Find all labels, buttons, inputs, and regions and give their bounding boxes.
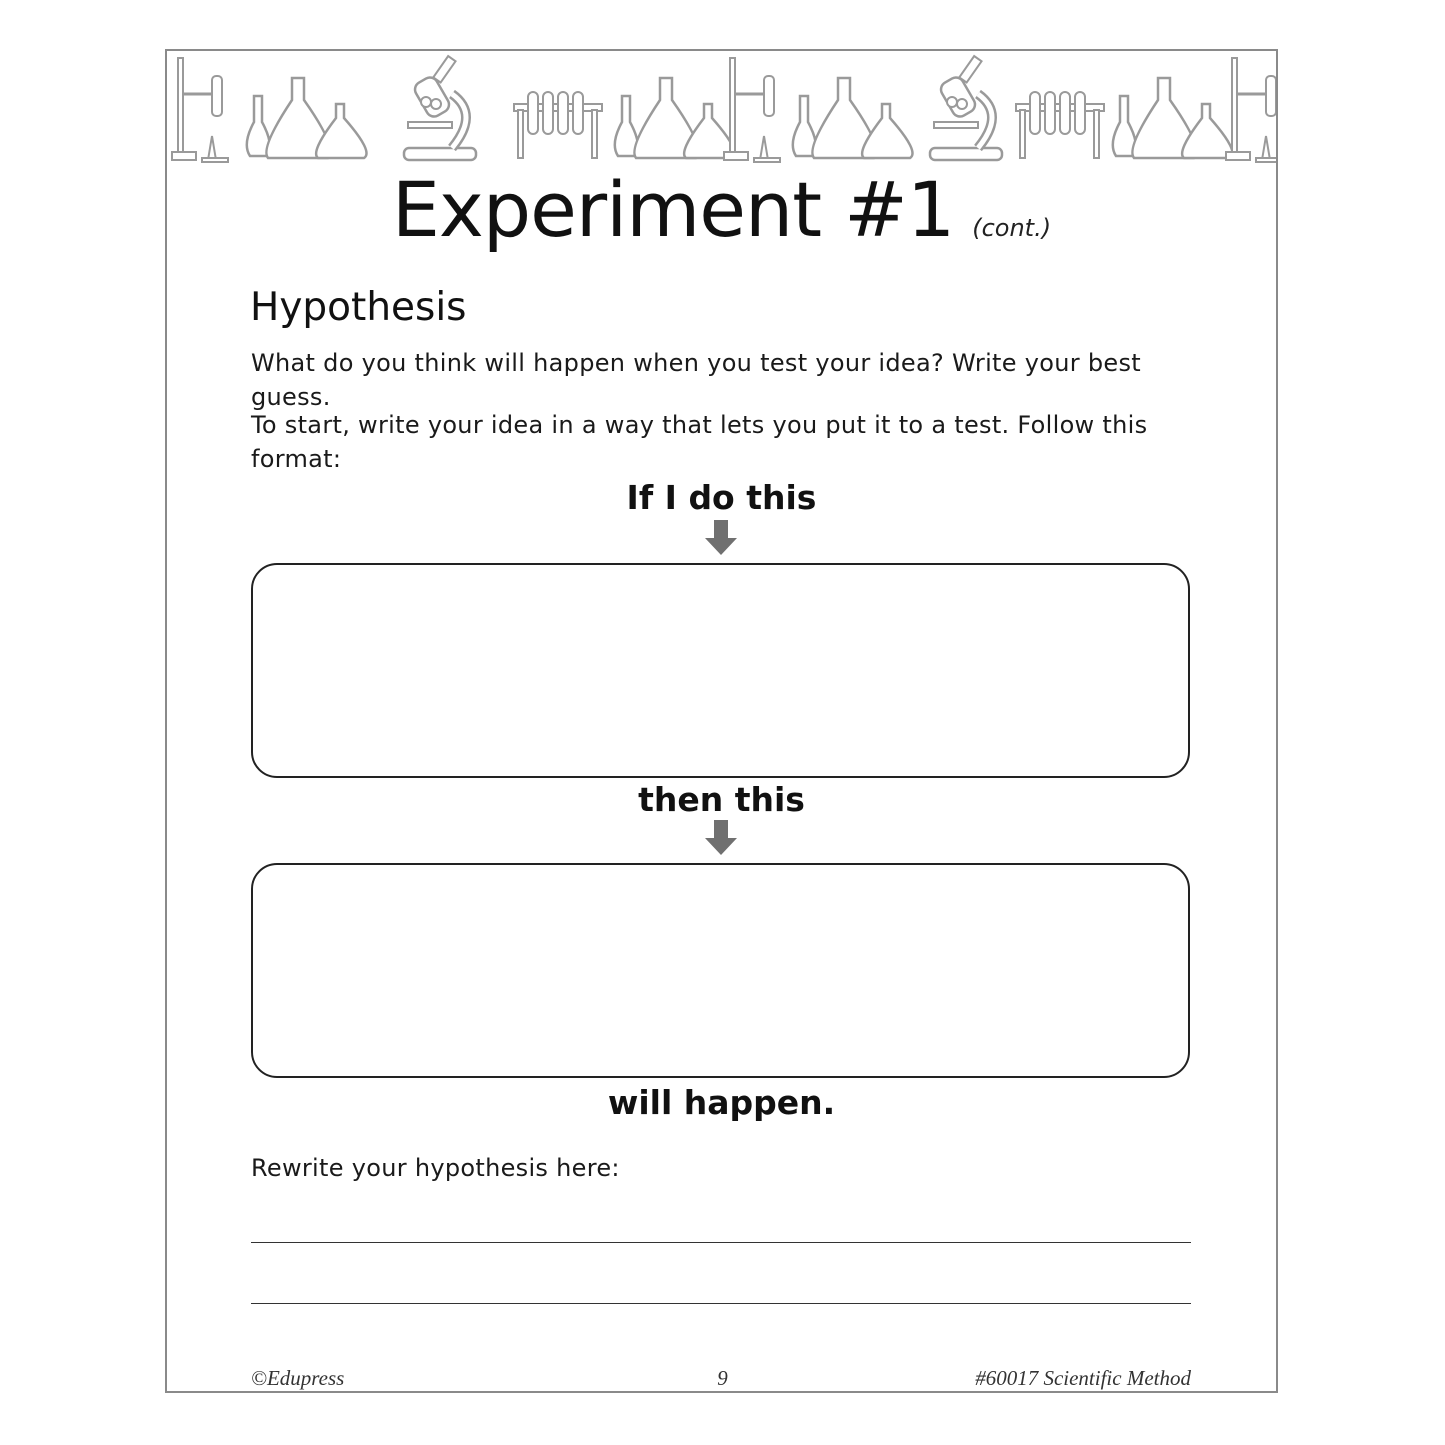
then-answer-box[interactable]: [251, 863, 1190, 1078]
lab-equipment-banner: [168, 52, 1276, 164]
rewrite-label: Rewrite your hypothesis here:: [251, 1154, 620, 1182]
writing-line[interactable]: [251, 1303, 1191, 1304]
section-heading: Hypothesis: [250, 285, 467, 330]
footer-page-number: 9: [717, 1366, 728, 1390]
prompt-if: If I do this: [626, 478, 817, 517]
if-answer-box[interactable]: [251, 563, 1190, 778]
title-text: Experiment #1: [391, 165, 955, 254]
down-arrow-icon: [704, 520, 738, 556]
page-title: [165, 165, 1278, 275]
intro-text: What do you think will happen when you test your idea? Write your best guess.: [251, 349, 1141, 411]
writing-line[interactable]: [251, 1242, 1191, 1243]
title-suffix: (cont.): [972, 214, 1052, 242]
down-arrow-icon: [704, 820, 738, 856]
prompt-will-happen: will happen.: [607, 1083, 836, 1122]
footer-product: #60017 Scientific Method: [975, 1366, 1191, 1390]
footer-publisher: ©Edupress: [251, 1366, 345, 1390]
prompt-then: then this: [638, 780, 805, 819]
instructions-text: To start, write your idea in a way that lets you put it to a test. Follow this format:: [251, 411, 1148, 473]
